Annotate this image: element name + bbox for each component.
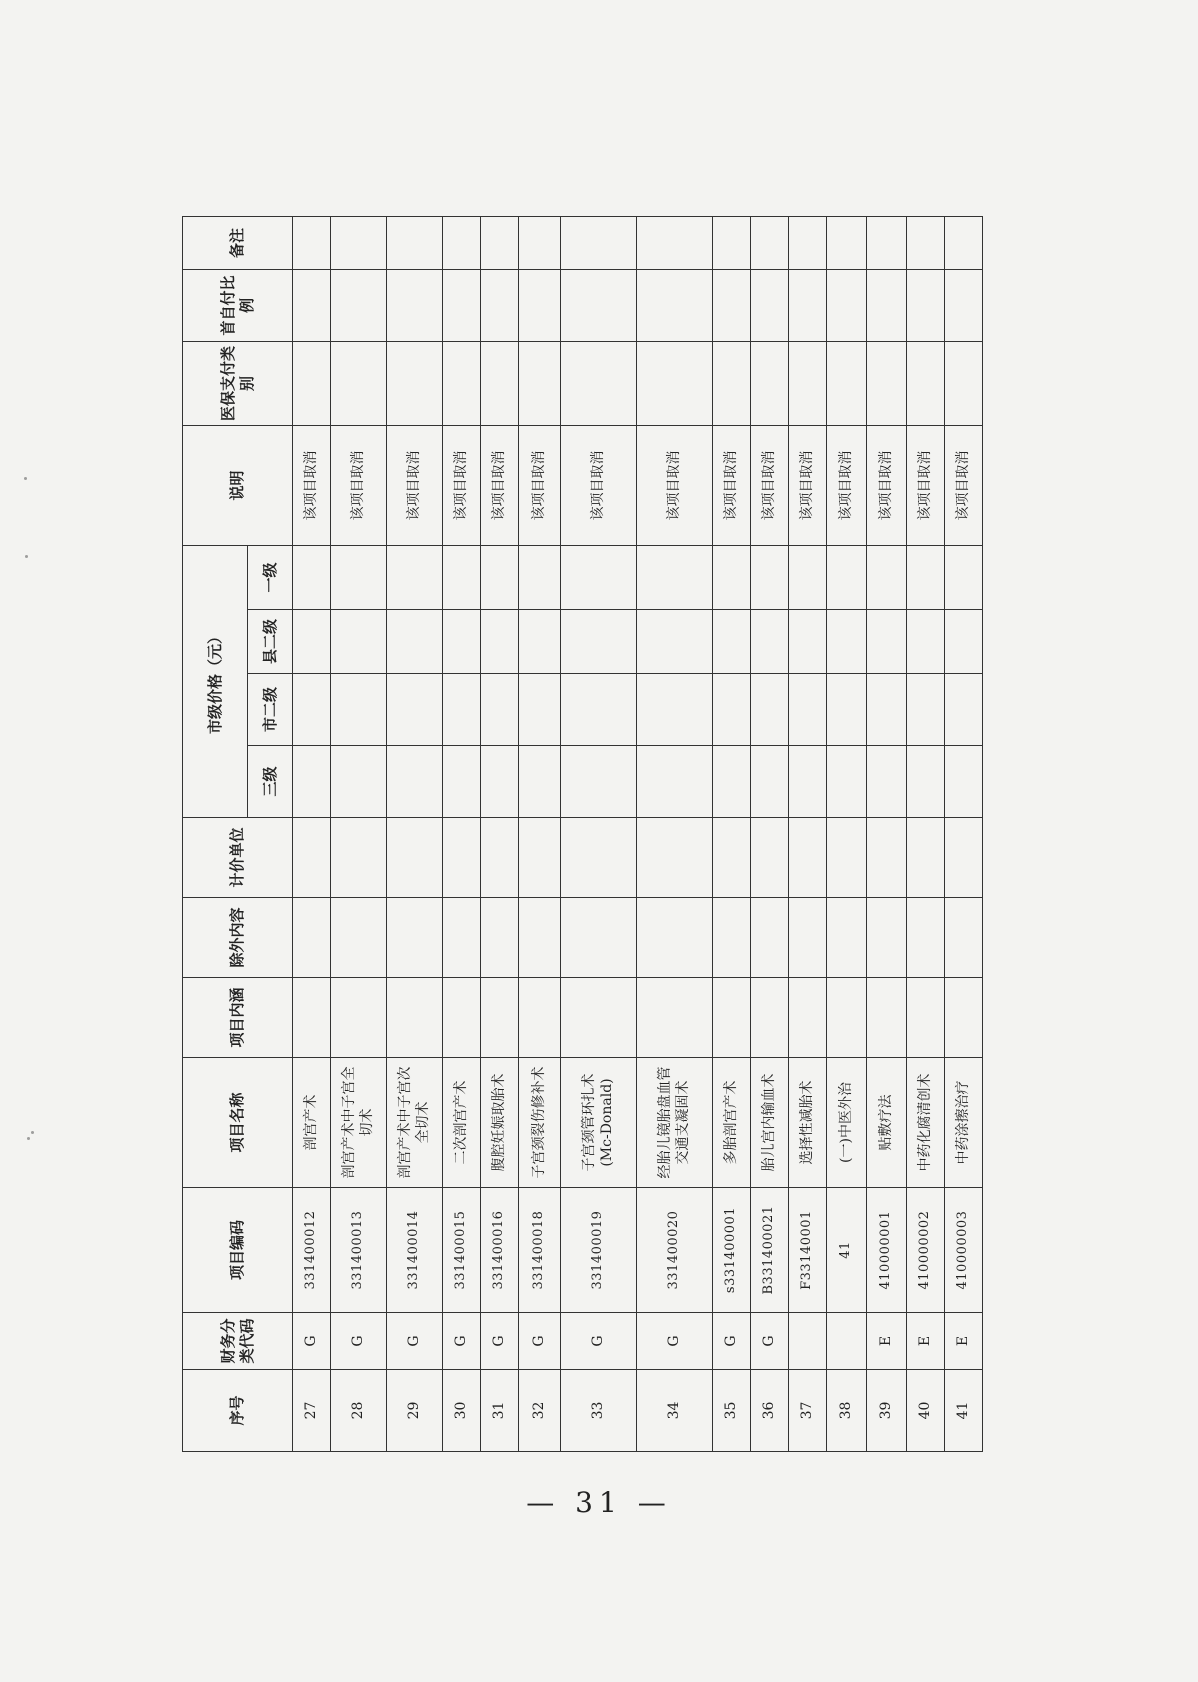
cell-item-name: 剖宫产术 (293, 1058, 331, 1188)
cell-self-pay-ratio (293, 269, 331, 341)
table-row (907, 216, 945, 1451)
cell-price-level1 (443, 545, 481, 609)
cell-finance-code: G (713, 1313, 751, 1370)
cell-price-city-level2 (443, 674, 481, 746)
cell-price-level1 (713, 545, 751, 609)
cell-seq: 39 (867, 1370, 907, 1452)
cell-item-name: 贴敷疗法 (867, 1058, 907, 1188)
cell-item-code: 410000002 (907, 1188, 945, 1313)
table-row (827, 216, 867, 1451)
cell-unit (481, 818, 519, 898)
cell-item-code: 331400012 (293, 1188, 331, 1313)
cell-price-level3 (907, 746, 945, 818)
cell-excluded (387, 898, 443, 978)
cell-finance-code: G (331, 1313, 387, 1370)
cell-finance-code (789, 1313, 827, 1370)
cell-self-pay-ratio (443, 269, 481, 341)
cell-description: 该项目取消 (331, 425, 387, 545)
header-insurance-category: 医保支付类别 (183, 341, 293, 425)
cell-price-city-level2 (387, 674, 443, 746)
cell-seq: 37 (789, 1370, 827, 1452)
cell-excluded (443, 898, 481, 978)
cell-item-code: 331400015 (443, 1188, 481, 1313)
cell-price-city-level2 (713, 674, 751, 746)
cell-excluded (481, 898, 519, 978)
header-item-content: 项目内涵 (183, 978, 293, 1058)
cell-remark (293, 216, 331, 269)
cell-price-level3 (561, 746, 637, 818)
cell-unit (789, 818, 827, 898)
cell-price-county-level2 (561, 610, 637, 674)
cell-unit (331, 818, 387, 898)
cell-remark (907, 216, 945, 269)
table-body (293, 216, 983, 1451)
cell-price-level1 (331, 545, 387, 609)
cell-price-level3 (867, 746, 907, 818)
cell-item-name: 中药涂擦治疗 (945, 1058, 983, 1188)
cell-description: 该项目取消 (637, 425, 713, 545)
cell-finance-code: G (519, 1313, 561, 1370)
cell-insurance-category (713, 341, 751, 425)
cell-finance-code: E (945, 1313, 983, 1370)
cell-price-level1 (907, 545, 945, 609)
cell-seq: 29 (387, 1370, 443, 1452)
header-excluded: 除外内容 (183, 898, 293, 978)
cell-price-county-level2 (637, 610, 713, 674)
cell-self-pay-ratio (481, 269, 519, 341)
cell-finance-code: G (481, 1313, 519, 1370)
cell-excluded (637, 898, 713, 978)
cell-remark (481, 216, 519, 269)
table-row (751, 216, 789, 1451)
cell-price-level1 (561, 545, 637, 609)
header-item-code: 项目编码 (183, 1188, 293, 1313)
cell-description: 该项目取消 (867, 425, 907, 545)
cell-self-pay-ratio (827, 269, 867, 341)
cell-excluded (561, 898, 637, 978)
cell-unit (637, 818, 713, 898)
table-row (945, 216, 983, 1451)
table-row (331, 216, 387, 1451)
table-row (789, 216, 827, 1451)
cell-excluded (907, 898, 945, 978)
cell-finance-code: G (387, 1313, 443, 1370)
cell-remark (443, 216, 481, 269)
cell-seq: 31 (481, 1370, 519, 1452)
cell-item-name: 二次剖宫产术 (443, 1058, 481, 1188)
cell-item-name: 子宫颈裂伤修补术 (519, 1058, 561, 1188)
cell-price-level3 (751, 746, 789, 818)
cell-insurance-category (293, 341, 331, 425)
cell-price-level1 (387, 545, 443, 609)
header-city-level2: 市二级 (248, 674, 293, 746)
cell-price-county-level2 (387, 610, 443, 674)
header-level1: 一级 (248, 545, 293, 609)
cell-excluded (867, 898, 907, 978)
cell-item-content (331, 978, 387, 1058)
cell-item-name: 经胎儿镜胎盘血管交通支凝固术 (637, 1058, 713, 1188)
cell-excluded (751, 898, 789, 978)
cell-remark (867, 216, 907, 269)
cell-description: 该项目取消 (481, 425, 519, 545)
cell-description: 该项目取消 (561, 425, 637, 545)
header-item-name: 项目名称 (183, 1058, 293, 1188)
cell-self-pay-ratio (867, 269, 907, 341)
cell-remark (751, 216, 789, 269)
cell-price-level1 (945, 545, 983, 609)
price-table (182, 216, 983, 1452)
cell-unit (387, 818, 443, 898)
cell-insurance-category (519, 341, 561, 425)
cell-finance-code: G (751, 1313, 789, 1370)
cell-item-code: 331400018 (519, 1188, 561, 1313)
cell-unit (945, 818, 983, 898)
cell-remark (519, 216, 561, 269)
cell-price-level3 (945, 746, 983, 818)
cell-item-content (827, 978, 867, 1058)
cell-insurance-category (637, 341, 713, 425)
cell-excluded (293, 898, 331, 978)
cell-price-county-level2 (519, 610, 561, 674)
cell-self-pay-ratio (387, 269, 443, 341)
cell-price-city-level2 (293, 674, 331, 746)
table-row (519, 216, 561, 1451)
cell-price-county-level2 (945, 610, 983, 674)
cell-price-level3 (519, 746, 561, 818)
cell-price-county-level2 (331, 610, 387, 674)
cell-unit (293, 818, 331, 898)
cell-price-level3 (443, 746, 481, 818)
table-row (561, 216, 637, 1451)
cell-price-level3 (827, 746, 867, 818)
cell-price-city-level2 (331, 674, 387, 746)
cell-remark (789, 216, 827, 269)
cell-excluded (713, 898, 751, 978)
cell-self-pay-ratio (519, 269, 561, 341)
cell-price-level1 (637, 545, 713, 609)
cell-item-name: 多胎剖宫产术 (713, 1058, 751, 1188)
cell-item-content (713, 978, 751, 1058)
cell-price-county-level2 (907, 610, 945, 674)
cell-price-city-level2 (789, 674, 827, 746)
cell-item-content (867, 978, 907, 1058)
header-finance-code: 财务分类代码 (183, 1313, 293, 1370)
cell-item-code: 331400019 (561, 1188, 637, 1313)
cell-finance-code: G (443, 1313, 481, 1370)
cell-item-name: 选择性减胎术 (789, 1058, 827, 1188)
cell-finance-code: G (637, 1313, 713, 1370)
cell-excluded (945, 898, 983, 978)
cell-unit (713, 818, 751, 898)
cell-item-name: 剖宫产术中子宫次全切术 (387, 1058, 443, 1188)
cell-price-city-level2 (751, 674, 789, 746)
cell-insurance-category (867, 341, 907, 425)
cell-insurance-category (907, 341, 945, 425)
cell-seq: 38 (827, 1370, 867, 1452)
cell-unit (561, 818, 637, 898)
cell-description: 该项目取消 (789, 425, 827, 545)
cell-self-pay-ratio (945, 269, 983, 341)
cell-price-city-level2 (481, 674, 519, 746)
table-row (867, 216, 907, 1451)
cell-price-county-level2 (293, 610, 331, 674)
scan-speck (31, 1131, 34, 1134)
cell-item-content (293, 978, 331, 1058)
cell-excluded (827, 898, 867, 978)
cell-item-code: 410000003 (945, 1188, 983, 1313)
cell-remark (637, 216, 713, 269)
header-seq: 序号 (183, 1370, 293, 1452)
cell-price-level1 (789, 545, 827, 609)
cell-price-level3 (387, 746, 443, 818)
cell-price-level3 (481, 746, 519, 818)
cell-remark (945, 216, 983, 269)
cell-item-name: 中药化腐清创术 (907, 1058, 945, 1188)
cell-item-content (481, 978, 519, 1058)
cell-self-pay-ratio (713, 269, 751, 341)
cell-item-code: 410000001 (867, 1188, 907, 1313)
cell-item-code: 331400020 (637, 1188, 713, 1313)
cell-price-level1 (481, 545, 519, 609)
cell-price-level1 (519, 545, 561, 609)
scan-speck (27, 1137, 30, 1140)
cell-price-city-level2 (561, 674, 637, 746)
cell-remark (387, 216, 443, 269)
header-city-price: 市级价格（元） (183, 545, 248, 817)
cell-finance-code: G (293, 1313, 331, 1370)
cell-description: 该项目取消 (443, 425, 481, 545)
cell-item-code: 41 (827, 1188, 867, 1313)
cell-item-content (945, 978, 983, 1058)
cell-seq: 27 (293, 1370, 331, 1452)
cell-insurance-category (827, 341, 867, 425)
cell-description: 该项目取消 (751, 425, 789, 545)
cell-remark (331, 216, 387, 269)
header-county-level2: 县二级 (248, 610, 293, 674)
cell-price-level1 (751, 545, 789, 609)
cell-excluded (331, 898, 387, 978)
cell-description: 该项目取消 (387, 425, 443, 545)
cell-description: 该项目取消 (907, 425, 945, 545)
cell-seq: 30 (443, 1370, 481, 1452)
cell-self-pay-ratio (331, 269, 387, 341)
cell-price-county-level2 (713, 610, 751, 674)
cell-price-city-level2 (867, 674, 907, 746)
cell-item-name: (一)中医外治 (827, 1058, 867, 1188)
table-row (387, 216, 443, 1451)
cell-price-level3 (637, 746, 713, 818)
cell-item-code: s331400001 (713, 1188, 751, 1313)
cell-insurance-category (945, 341, 983, 425)
cell-item-name: 子宫颈管环扎术(Mc-Donald) (561, 1058, 637, 1188)
cell-item-name: 胎儿宫内输血术 (751, 1058, 789, 1188)
cell-remark (561, 216, 637, 269)
table-row (713, 216, 751, 1451)
header-self-pay-ratio: 首自付比例 (183, 269, 293, 341)
cell-description: 该项目取消 (293, 425, 331, 545)
cell-self-pay-ratio (907, 269, 945, 341)
cell-seq: 34 (637, 1370, 713, 1452)
header-unit: 计价单位 (183, 818, 293, 898)
cell-item-code: B331400021 (751, 1188, 789, 1313)
cell-insurance-category (387, 341, 443, 425)
cell-item-content (907, 978, 945, 1058)
cell-price-city-level2 (827, 674, 867, 746)
cell-price-county-level2 (751, 610, 789, 674)
cell-item-code: 331400014 (387, 1188, 443, 1313)
header-remark: 备注 (183, 216, 293, 269)
cell-self-pay-ratio (789, 269, 827, 341)
cell-item-content (561, 978, 637, 1058)
header-description: 说明 (183, 425, 293, 545)
scan-speck (24, 477, 27, 480)
cell-item-content (751, 978, 789, 1058)
cell-finance-code (827, 1313, 867, 1370)
table-row (637, 216, 713, 1451)
cell-seq: 32 (519, 1370, 561, 1452)
cell-seq: 28 (331, 1370, 387, 1452)
cell-finance-code: G (561, 1313, 637, 1370)
cell-insurance-category (481, 341, 519, 425)
cell-finance-code: E (907, 1313, 945, 1370)
cell-self-pay-ratio (561, 269, 637, 341)
cell-insurance-category (789, 341, 827, 425)
cell-insurance-category (443, 341, 481, 425)
cell-item-content (443, 978, 481, 1058)
cell-remark (713, 216, 751, 269)
cell-description: 该项目取消 (945, 425, 983, 545)
cell-price-level3 (293, 746, 331, 818)
price-table-container (182, 227, 971, 1452)
cell-item-code: 331400013 (331, 1188, 387, 1313)
cell-unit (519, 818, 561, 898)
cell-price-city-level2 (907, 674, 945, 746)
cell-item-code: 331400016 (481, 1188, 519, 1313)
cell-price-city-level2 (945, 674, 983, 746)
table-row (293, 216, 331, 1451)
cell-self-pay-ratio (637, 269, 713, 341)
cell-price-level3 (331, 746, 387, 818)
cell-item-name: 腹腔妊娠取胎术 (481, 1058, 519, 1188)
cell-description: 该项目取消 (713, 425, 751, 545)
cell-item-content (789, 978, 827, 1058)
cell-item-content (387, 978, 443, 1058)
cell-insurance-category (561, 341, 637, 425)
page-number: — 31 — (526, 1486, 672, 1519)
cell-price-level1 (827, 545, 867, 609)
cell-price-level1 (293, 545, 331, 609)
cell-self-pay-ratio (751, 269, 789, 341)
cell-seq: 33 (561, 1370, 637, 1452)
cell-unit (827, 818, 867, 898)
cell-description: 该项目取消 (519, 425, 561, 545)
cell-price-county-level2 (443, 610, 481, 674)
cell-insurance-category (331, 341, 387, 425)
cell-price-city-level2 (519, 674, 561, 746)
cell-remark (827, 216, 867, 269)
cell-unit (751, 818, 789, 898)
cell-item-name: 剖宫产术中子宫全切术 (331, 1058, 387, 1188)
table-row (481, 216, 519, 1451)
cell-price-county-level2 (481, 610, 519, 674)
cell-price-county-level2 (789, 610, 827, 674)
header-level3: 三级 (248, 746, 293, 818)
cell-description: 该项目取消 (827, 425, 867, 545)
cell-unit (867, 818, 907, 898)
cell-unit (443, 818, 481, 898)
cell-unit (907, 818, 945, 898)
cell-seq: 41 (945, 1370, 983, 1452)
cell-item-content (637, 978, 713, 1058)
table-row (443, 216, 481, 1451)
cell-item-content (519, 978, 561, 1058)
cell-price-county-level2 (827, 610, 867, 674)
cell-insurance-category (751, 341, 789, 425)
cell-seq: 40 (907, 1370, 945, 1452)
cell-excluded (519, 898, 561, 978)
cell-price-level1 (867, 545, 907, 609)
cell-seq: 35 (713, 1370, 751, 1452)
cell-finance-code: E (867, 1313, 907, 1370)
cell-price-city-level2 (637, 674, 713, 746)
cell-price-county-level2 (867, 610, 907, 674)
cell-item-code: F33140001 (789, 1188, 827, 1313)
cell-seq: 36 (751, 1370, 789, 1452)
cell-price-level3 (789, 746, 827, 818)
scan-speck (25, 555, 28, 558)
cell-price-level3 (713, 746, 751, 818)
cell-excluded (789, 898, 827, 978)
